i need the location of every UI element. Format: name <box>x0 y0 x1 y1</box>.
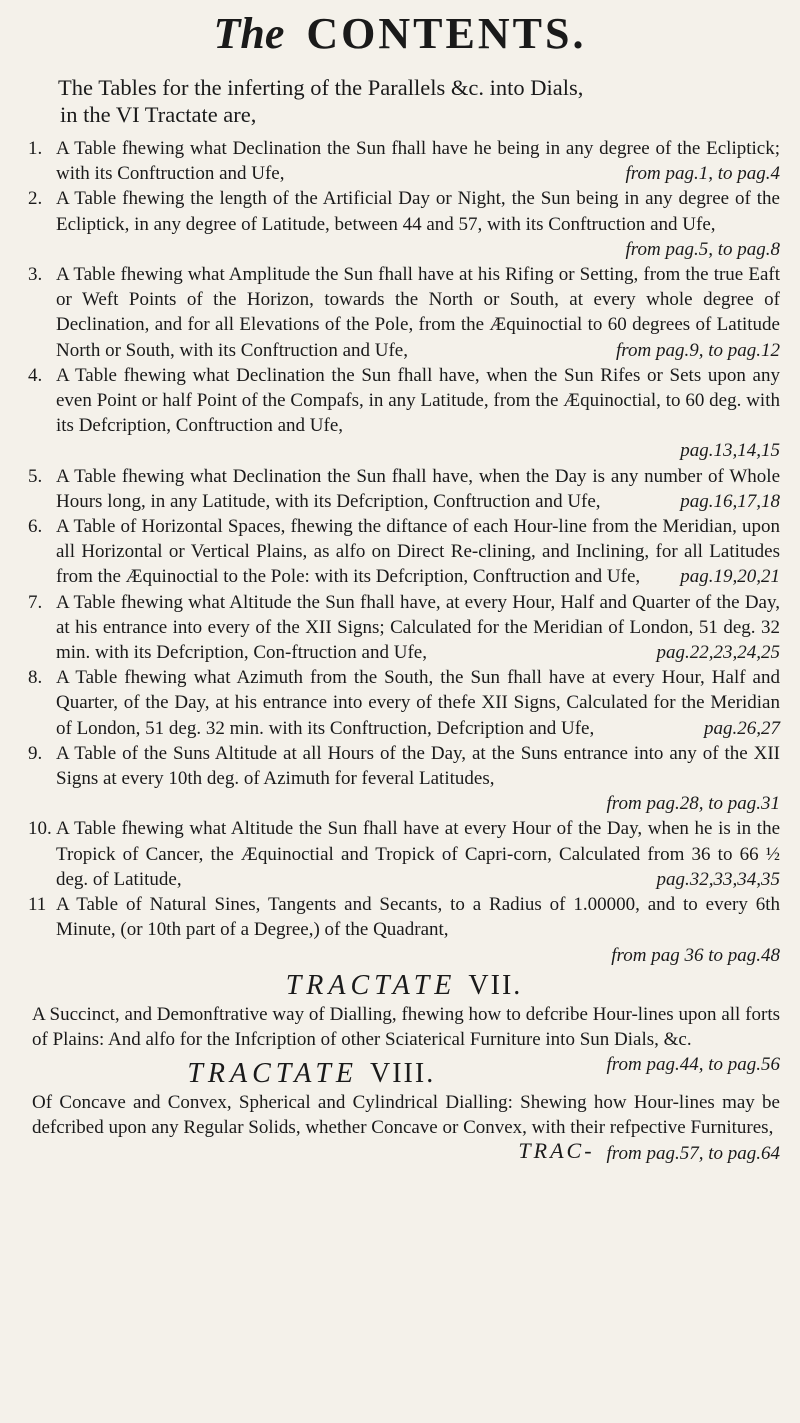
entry-number: 9. <box>28 742 43 764</box>
catchword: TRAC- <box>518 1137 595 1163</box>
list-item <box>28 262 780 363</box>
tractate-text: A Succinct, and Demonftrative way of Dialling, fhewing how to defcribe Hour-lines upon all forts of Plains: And alfo for the Infcription of other Sciaterical Furniture into Sun Dials, &c. <box>32 1003 780 1050</box>
intro-line-2: in the VI Tractate are, <box>60 102 257 127</box>
header-the: The <box>213 9 285 58</box>
entry-text: A Table fhewing what Azimuth from the South, the Sun fhall have at every Hour, Half and Quarter, of the Day, at his entrance into every of thefe XII Signs, Calculated for the Meridian of London, 51 deg. 32 min. with its Conftruction, Defcription and Ufe, <box>56 667 780 739</box>
entry-text: A Table fhewing what Altitude the Sun fhall have at every Hour of the Day, when he is in the Tropick of Cancer, the Æquinoctial and Tropick of Capri-corn, Calculated from 36 to 66 ½ deg. of Latitude, <box>56 818 780 890</box>
tractate-pages: from pag.44, to pag.56 <box>606 1054 780 1076</box>
intro-paragraph <box>58 74 778 128</box>
list-item <box>28 892 780 968</box>
entry-number: 6. <box>28 516 43 538</box>
entry-pages: pag.16,17,18 <box>680 490 780 512</box>
list-item <box>28 514 780 590</box>
entry-pages: pag.13,14,15 <box>680 440 780 462</box>
entry-number: 1. <box>28 138 43 159</box>
entry-text: A Table fhewing what Declination the Sun fhall have he being in any degree of the Ecliptick; with its Conftruction and Ufe, <box>56 138 780 185</box>
tractate-numeral: VIII. <box>370 1058 436 1090</box>
tractate-label: TRACTATE <box>285 969 457 1001</box>
entry-pages: pag.32,33,34,35 <box>656 868 780 890</box>
tractate-text: Of Concave and Convex, Spherical and Cylindrical Dialling: Shewing how Hour-lines may be defcribed upon any Regular Solids, whether Concave or Convex, with their refpective Furnitures, <box>32 1092 780 1139</box>
entry-pages: pag.22,23,24,25 <box>656 642 780 664</box>
list-item <box>28 741 780 817</box>
entry-text: A Table of Horizontal Spaces, fhewing the diftance of each Hour-line from the Meridian, upon all Horizontal or Vertical Plains, as alfo on Direct Re-clining, and Inclining, for all Latitudes from the Æquinoctial to the Pole: with its Defcription, Conftruction and Ufe, <box>56 516 780 588</box>
entry-text: A Table fhewing the length of the Artificial Day or Night, the Sun being in any degree of the Ecliptick, in any degree of Latitude, between 44 and 57, with its Conftruction and Ufe, <box>56 188 780 235</box>
intro-line-1: The Tables for the inferting of the Parallels &c. into Dials, <box>58 75 584 100</box>
entry-pages: from pag.1, to pag.4 <box>625 163 780 185</box>
entry-number: 5. <box>28 465 43 487</box>
entry-number: 10. <box>28 818 52 840</box>
entry-pages: from pag.28, to pag.31 <box>606 793 780 815</box>
tractate-label: TRACTATE <box>187 1058 359 1090</box>
header-contents: CONTENTS. <box>306 9 587 58</box>
list-item <box>28 464 780 514</box>
list-item <box>28 590 780 666</box>
list-item <box>28 363 780 464</box>
entry-pages: from pag.5, to pag.8 <box>625 238 780 260</box>
list-item <box>28 186 780 262</box>
contents-list <box>28 136 780 1166</box>
entry-text: A Table fhewing what Declination the Sun fhall have, when the Day is any number of Whole Hours long, in any Latitude, with its Defcription, Conftruction and Ufe, <box>56 465 780 512</box>
entry-number: 2. <box>28 188 43 210</box>
page-header <box>0 6 800 62</box>
entry-pages: from pag.9, to pag.12 <box>616 339 780 361</box>
entry-pages: pag.26,27 <box>704 717 780 739</box>
entry-pages: pag.19,20,21 <box>680 566 780 588</box>
list-item <box>28 816 780 892</box>
entry-number: 7. <box>28 591 43 613</box>
tractate-pages: from pag.57, to pag.64 <box>606 1142 780 1164</box>
entry-pages: from pag 36 to pag.48 <box>611 944 780 966</box>
entry-number: 4. <box>28 364 43 386</box>
entry-text: A Table of Natural Sines, Tangents and Secants, to a Radius of 1.00000, and to every 6th Minute, (or 10th part of a Degree,) of the Quadrant, <box>56 894 780 941</box>
tractate-numeral: VII. <box>468 969 523 1001</box>
entry-number: 8. <box>28 667 43 689</box>
entry-text: A Table fhewing what Declination the Sun fhall have, when the Sun Rifes or Sets upon any even Point or half Point of the Compafs, in any Latitude, from the Æquinoctial, to 60 deg. with its Defcription, Conftruction and Ufe, <box>56 364 780 437</box>
list-item <box>28 665 780 741</box>
entry-text: A Table fhewing what Altitude the Sun fhall have, at every Hour, Half and Quarter of the Day, at his entrance into every of the XII Signs; Calculated for the Meridian of London, 51 deg. 32 min. with its Defcription, Con-ftruction and Ufe, <box>56 591 780 664</box>
entry-number: 3. <box>28 264 43 286</box>
tractate-vii-heading <box>28 970 780 1002</box>
list-item <box>28 136 780 186</box>
entry-text: A Table of the Suns Altitude at all Hours of the Day, at the Suns entrance into any of the XII Signs at every 10th deg. of Azimuth for feveral Latitudes, <box>56 742 780 790</box>
entry-number: 11 <box>28 894 47 916</box>
entry-text: A Table fhewing what Amplitude the Sun fhall have at his Rifing or Setting, from the true Eaft or Weft Points of the Horizon, towards the North or South, at every whole degree of Declination, and for all Elevations of the Pole, from the Æquinoctial to 60 degrees of Latitude North or South, with its Conftruction and Ufe, <box>56 264 780 361</box>
